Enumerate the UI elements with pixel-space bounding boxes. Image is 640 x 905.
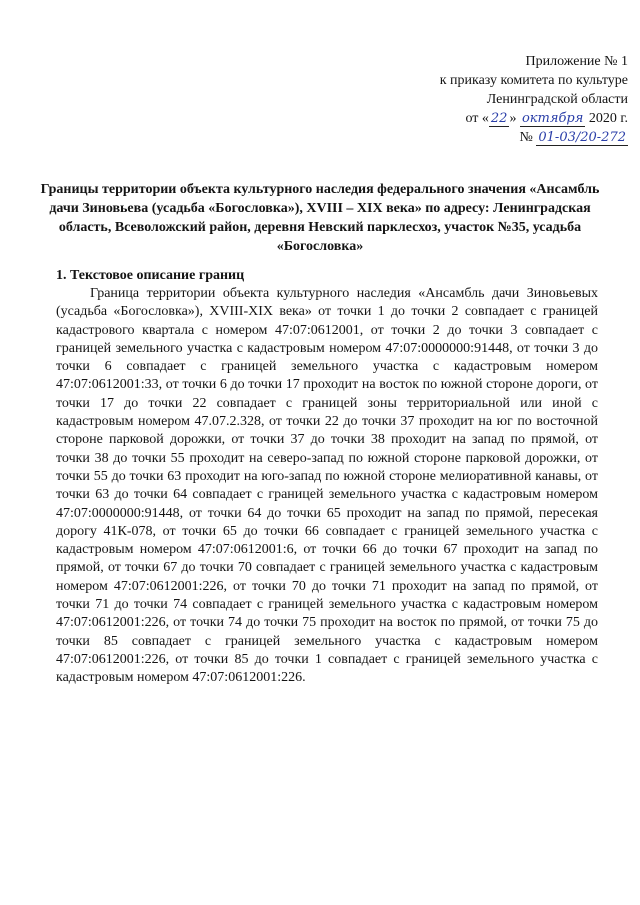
appendix-header <box>328 52 628 147</box>
section-heading: 1. Текстовое описание границ <box>56 268 245 283</box>
region-name: Ленинградской области <box>486 92 628 107</box>
date-year: 2020 г. <box>585 111 628 126</box>
date-month-handwritten: октября <box>521 111 584 126</box>
appendix-number: Приложение № 1 <box>525 54 628 69</box>
order-number <box>328 128 628 147</box>
order-date <box>328 109 628 128</box>
number-prefix: № <box>519 130 537 145</box>
document-title: Границы территории объекта культурного наследия федерального значения «Ансамбль дачи Зиновьева (усадьба «Богословка»), XVIII – XIX века» по адресу: Ленинградская область, Всеволожский район, деревня Невский парклесхоз, участок №35, усадьба «Богословка» <box>40 182 600 254</box>
boundary-description: Граница территории объекта культурного наследия «Ансамбль дачи Зиновьевых (усадьба «Богословка»), XVIII-XIX века» от точки 1 до точки 2 совпадает с границей кадастрового квартала с номером 47:07:0612001, от точки 2 до точки 3 совпадает с границей земельного участка с кадастровым номером 47:07:0000000:91448, от точки 3 до точки 6 совпадает с границей земельного участка с кадастровым номером 47:07:0612001:33, от точки 6 до точки 17 проходит на восток по южной стороне дороги, от точки 17 до точки 22 совпадает с границей зоны территориальной или иной с кадастровым номером 47.07.2.328, от точки 22 до точки 37 проходит на юг по восточной стороне парковой дорожки, от точки 37 до точки 38 проходит на запад по прямой, от точки 38 до точки 55 проходит на северо-запад по южной стороне парковой дорожки, от точки 55 до точки 63 проходит на юго-запад по южной стороне мелиоративной канавы, от точки 63 до точки 64 совпадает с границей земельного участка с кадастровым номером 47:07:0000000:91448, от точки 64 до точки 65 проходит на запад по прямой, пересекая дорогу 41К-078, от точки 65 до точки 66 совпадает с границей земельного участка с кадастровым номером 47:07:0612001:6, от точки 66 до точки 67 проходит на запад по прямой, от точки 67 до точки 70 совпадает с границей земельного участка с кадастровым номером 47:07:0612001:226, от точки 70 до точки 71 проходит на запад по прямой, от точки 71 до точки 74 совпадает с границей земельного участка с кадастровым номером 47:07:0612001:226, от точки 74 до точки 75 проходит на восток по прямой, от точки 75 до точки 85 совпадает с границей земельного участка с кадастровым номером 47:07:0612001:226, от точки 85 до точки 1 совпадает с границей земельного участка с кадастровым номером 47:07:0612001:226. <box>56 286 598 686</box>
order-reference: к приказу комитета по культуре <box>439 73 628 88</box>
order-number-handwritten: 01-03/20-272 <box>538 130 626 145</box>
date-day-handwritten: 22 <box>490 111 508 126</box>
date-prefix: от « <box>465 111 489 126</box>
date-mid: » <box>509 111 520 126</box>
